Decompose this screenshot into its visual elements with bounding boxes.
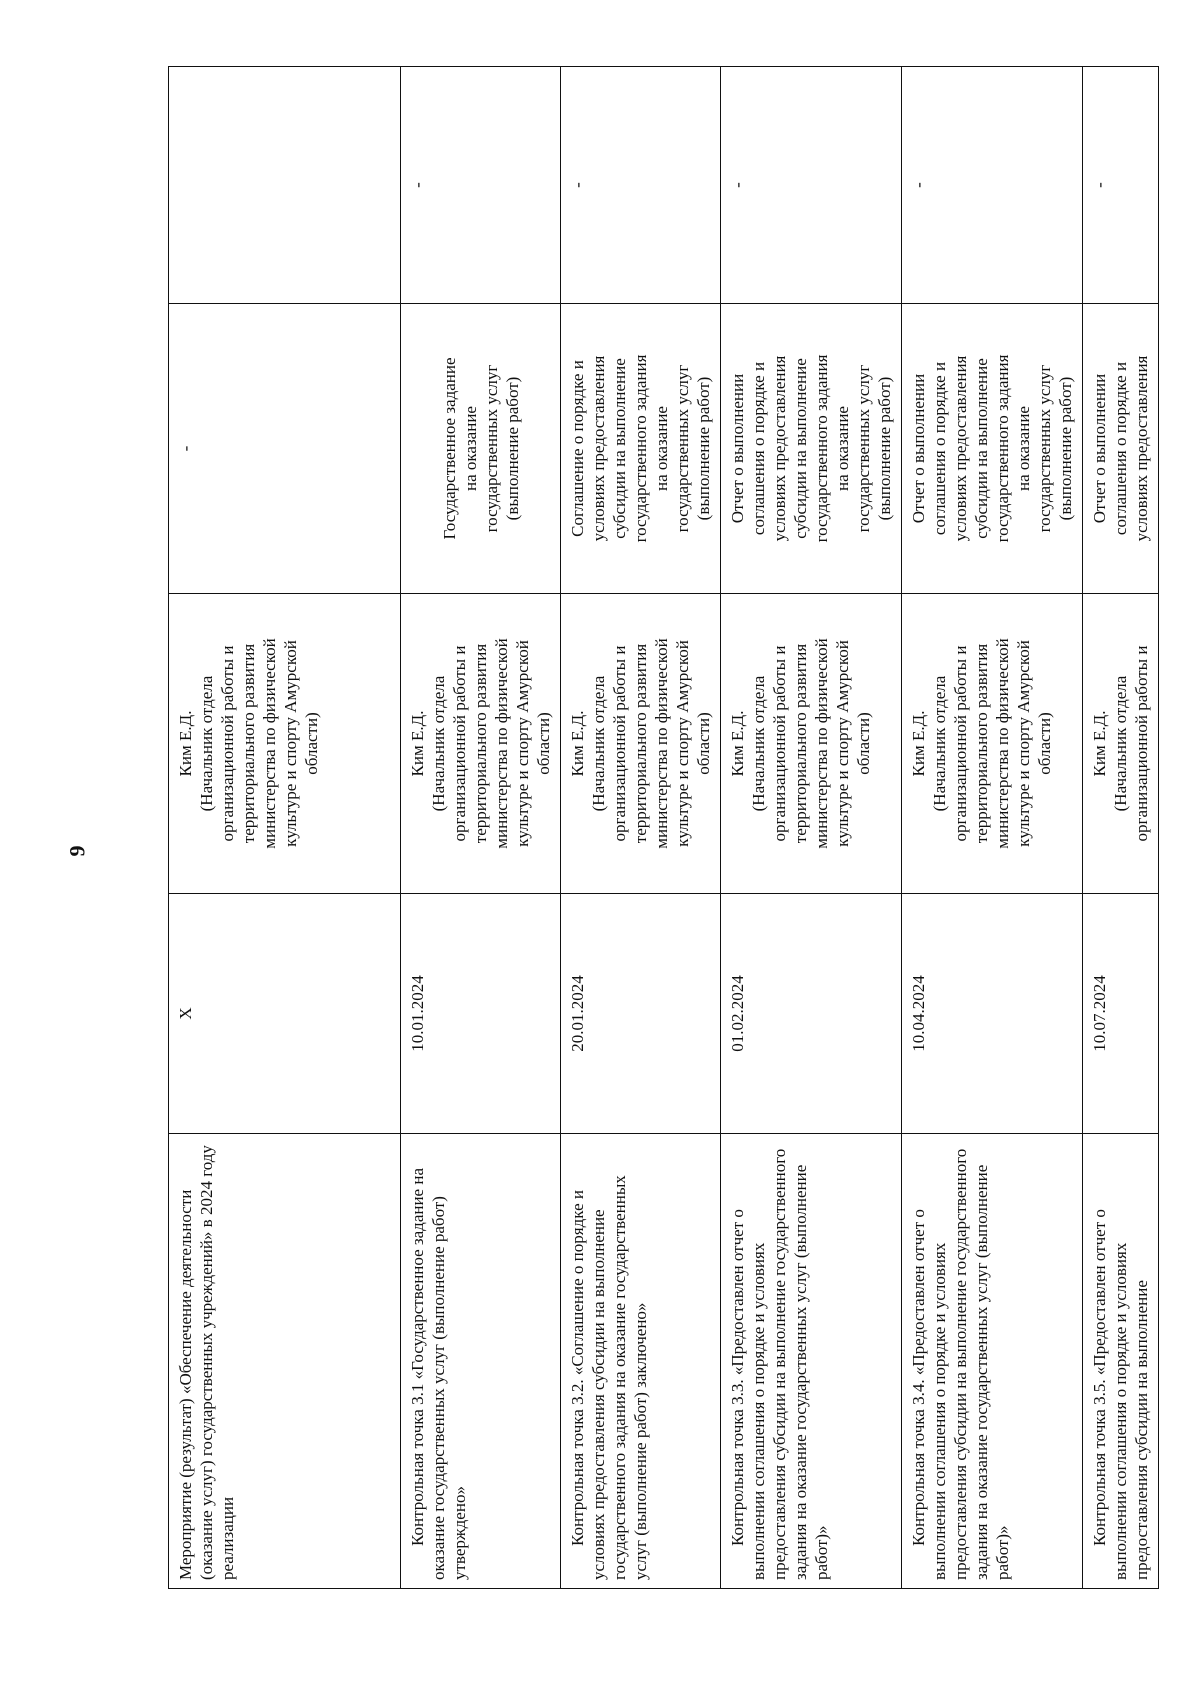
info-system-cell: - (401, 67, 561, 304)
info-system-cell (169, 67, 401, 304)
date-cell: 10.01.2024 (401, 894, 561, 1134)
date-cell: 01.02.2024 (721, 894, 902, 1134)
responsible-line: (Начальник отдела (930, 675, 949, 812)
document-line: на оказание (460, 406, 480, 491)
document-line: Отчет о выполнении (728, 373, 747, 524)
document-cell (721, 304, 902, 594)
responsible-line: культуре и спорту Амурской (673, 640, 692, 847)
document-line: (выполнение работ) (694, 376, 713, 521)
document-cell (902, 304, 1083, 594)
document-line: (выполнение работ) (502, 376, 522, 521)
responsible-cell (1083, 594, 1159, 894)
responsible-line: Ким Е.Д. (909, 710, 928, 777)
responsible-cell (902, 594, 1083, 894)
control-points-table (168, 66, 1159, 1589)
document-line: на оказание (652, 406, 671, 491)
info-system-cell: - (561, 67, 721, 304)
responsible-line: культуре и спорту Амурской (513, 640, 532, 847)
responsible-line: Ким Е.Д. (728, 710, 747, 777)
responsible-line: (Начальник отдела (197, 675, 216, 812)
event-name-cell: Контрольная точка 3.1 «Государственное задание на оказание государственных услуг (выполнение работ) утверждено» (401, 1134, 561, 1589)
responsible-line: (Начальник отдела (1111, 675, 1130, 812)
responsible-line: территориального развития (972, 643, 991, 844)
event-name-cell: Контрольная точка 3.5. «Предоставлен отчет о выполнении соглашения о порядке и условиях предоставления субсидии на выполнение (1083, 1134, 1159, 1589)
document-cell (561, 304, 721, 594)
responsible-line: области) (854, 712, 873, 775)
document-line: Государственное задание (439, 357, 459, 540)
responsible-line: организационной работы и (951, 645, 970, 842)
document-line: условиях предоставления (770, 355, 789, 542)
responsible-line: Ким Е.Д. (176, 710, 195, 777)
responsible-line: территориального развития (471, 643, 490, 844)
responsible-line: Ким Е.Д. (1090, 710, 1109, 777)
date-cell: 20.01.2024 (561, 894, 721, 1134)
document-line: Соглашение о порядке и (568, 360, 587, 537)
info-system-cell: - (902, 67, 1083, 304)
responsible-line: организационной работы и (770, 645, 789, 842)
date-cell: X (169, 894, 401, 1134)
responsible-line: области) (534, 712, 553, 775)
info-system-cell: - (1083, 67, 1159, 304)
table-body (169, 67, 1159, 1589)
info-system-cell: - (721, 67, 902, 304)
date-cell: 10.04.2024 (902, 894, 1083, 1134)
document-line: (выполнение работ) (875, 376, 894, 521)
document-line: Отчет о выполнении (909, 373, 928, 524)
event-name-cell: Контрольная точка 3.3. «Предоставлен отчет о выполнении соглашения о порядке и условиях предоставления субсидии на выполнение государственного задания на оказание государственных услуг (выполнение работ)» (721, 1134, 902, 1589)
document-line: соглашения о порядке и (749, 361, 768, 536)
page-number: 9 (64, 845, 90, 857)
responsible-line: министерства по физической (492, 638, 511, 849)
responsible-cell (561, 594, 721, 894)
document-line: (выполнение работ) (1056, 376, 1075, 521)
table-row (902, 67, 1083, 1589)
responsible-line: министерства по физической (652, 638, 671, 849)
document-line: условиях предоставления (589, 355, 608, 542)
responsible-line: области) (694, 712, 713, 775)
responsible-line: области) (1035, 712, 1054, 775)
responsible-line: культуре и спорту Амурской (833, 640, 852, 847)
date-cell: 10.07.2024 (1083, 894, 1159, 1134)
document-cell (401, 304, 561, 594)
responsible-line: Ким Е.Д. (408, 710, 427, 777)
event-name-cell: Мероприятие (результат) «Обеспечение деятельности (оказание услуг) государственных учреждений» в 2024 году реализации (169, 1134, 401, 1589)
event-name-cell: Контрольная точка 3.4. «Предоставлен отчет о выполнении соглашения о порядке и условиях предоставления субсидии на выполнение государственного задания на оказание государственных услуг (выполнение работ)» (902, 1134, 1083, 1589)
responsible-line: территориального развития (631, 643, 650, 844)
responsible-line: министерства по физической (812, 638, 831, 849)
document-cell (1083, 304, 1159, 594)
table-row (1083, 67, 1159, 1589)
responsible-line: министерства по физической (993, 638, 1012, 849)
responsible-line: организационной работы и (218, 645, 237, 842)
document-line: субсидии на выполнение (610, 358, 629, 539)
document-line: Отчет о выполнении (1090, 373, 1109, 524)
responsible-line: министерства по физической (260, 638, 279, 849)
document-line: соглашения о порядке и (1111, 361, 1130, 536)
document-line: государственного задания (812, 354, 831, 543)
responsible-line: территориального развития (791, 643, 810, 844)
document-line: субсидии на выполнение (972, 358, 991, 539)
document-line: государственных услуг (481, 364, 501, 533)
responsible-line: (Начальник отдела (429, 675, 448, 812)
document-cell (169, 304, 401, 594)
document-line: государственного задания (993, 354, 1012, 543)
responsible-line: организационной работы и (1132, 645, 1151, 842)
table-row (401, 67, 561, 1589)
document-line: - (176, 445, 195, 452)
table-row (561, 67, 721, 1589)
document-line: на оказание (833, 406, 852, 491)
document-line: государственного задания (631, 354, 650, 543)
document-line: государственных услуг (673, 364, 692, 533)
responsible-line: культуре и спорту Амурской (281, 640, 300, 847)
responsible-line: культуре и спорту Амурской (1014, 640, 1033, 847)
table-row (721, 67, 902, 1589)
responsible-line: организационной работы и (610, 645, 629, 842)
responsible-cell (401, 594, 561, 894)
responsible-cell (721, 594, 902, 894)
document-line: государственных услуг (854, 364, 873, 533)
document-line: на оказание (1014, 406, 1033, 491)
responsible-line: территориального развития (239, 643, 258, 844)
responsible-line: (Начальник отдела (589, 675, 608, 812)
event-name-cell: Контрольная точка 3.2. «Соглашение о порядке и условиях предоставления субсидии на выполнение государственного задания на оказание государственных услуг (выполнение работ) заключено» (561, 1134, 721, 1589)
document-line: соглашения о порядке и (930, 361, 949, 536)
document-line: государственных услуг (1035, 364, 1054, 533)
responsible-line: Ким Е.Д. (568, 710, 587, 777)
responsible-line: области) (302, 712, 321, 775)
table-row (169, 67, 401, 1589)
responsible-cell (169, 594, 401, 894)
rotated-page-content (168, 67, 1151, 1589)
document-line: условиях предоставления (1132, 355, 1151, 542)
document-line: условиях предоставления (951, 355, 970, 542)
responsible-line: (Начальник отдела (749, 675, 768, 812)
document-line: субсидии на выполнение (791, 358, 810, 539)
responsible-line: организационной работы и (450, 645, 469, 842)
